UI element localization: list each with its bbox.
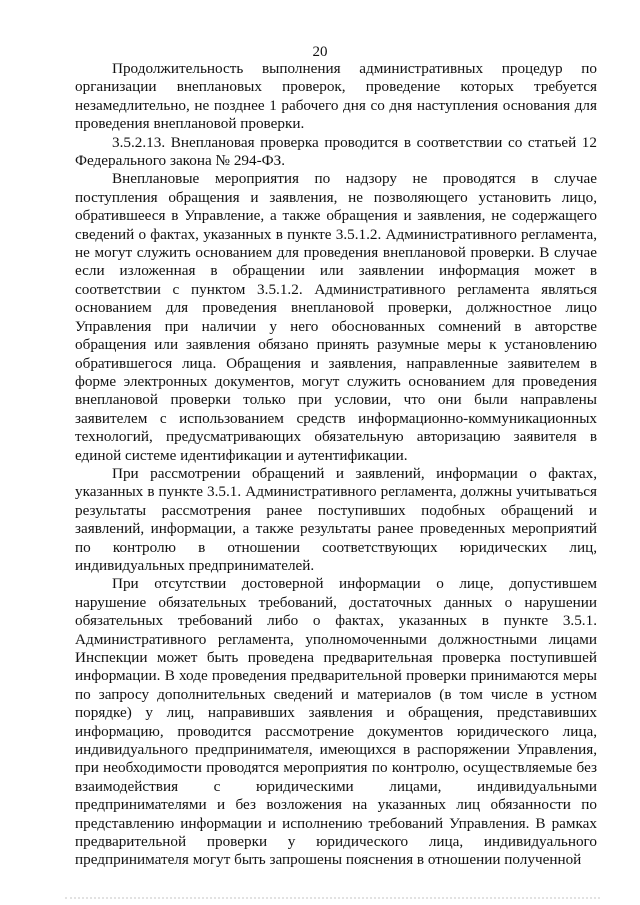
paragraph-consideration-of-appeals: При рассмотрении обращений и заявлений, информации о фактах, указанных в пункте 3.5.1. Административного регламента, должны учитываться результаты рассмотрения ранее поступивших подобных обращений и заявлений, информации, а также результаты ранее проведенных мероприятий по контролю в отношении соответствующих юридических лиц, индивидуальных предпринимателей. [75, 464, 597, 574]
bleed-through-artifact [65, 897, 600, 905]
page-number: 20 [312, 44, 328, 60]
paragraph-preliminary-check: При отсутствии достоверной информации о лице, допустившем нарушение обязательных требований, достаточных данных о нарушении обязательных требований либо о фактах, указанных в пункте 3.5.1. Административного регламента, уполномоченными должностными лицами Инспекции может быть проведена предварительная проверка поступившей информации. В ходе проведения предварительной проверки принимаются меры по запросу дополнительных сведений и материалов (в том числе в устном порядке) у лиц, направивших заявления и обращения, представивших информацию, проводится рассмотрение документов юридического лица, индивидуального предпринимателя, имеющихся в распоряжении Управления, при необходимости проводятся мероприятия по контролю, осуществляемые без взаимодействия с юридическими лицами, индивидуальными предпринимателями и без возложения на указанных лиц обязанности по представлению информации и исполнению требований Управления. В рамках предварительной проверки у юридического лица, индивидуального предпринимателя могут быть запрошены пояснения в отношении полученной [75, 575, 597, 869]
paragraph-duration-procedures: Продолжительность выполнения административных процедур по организации внеплановых проверок, проведение которых требуется незамедлительно, не позднее 1 рабочего дня со дня наступления основания для проведения внеплановой проверки. [75, 60, 597, 133]
document-body [75, 60, 597, 870]
paragraph-3-5-2-13: 3.5.2.13. Внеплановая проверка проводится в соответствии со статьей 12 Федерального закона № 294-ФЗ. [75, 133, 597, 170]
paragraph-unscheduled-measures: Внеплановые мероприятия по надзору не проводятся в случае поступления обращения и заявления, не позволяющего установить лицо, обратившееся в Управление, а также обращения и заявления, не содержащего сведений о фактах, указанных в пункте 3.5.1.2. Административного регламента, не могут служить основанием для проведения внеплановой проверки. В случае если изложенная в обращении или заявлении информация может в соответствии с пунктом 3.5.1.2. Административного регламента являться основанием для проведения внеплановой проверки, должностное лицо Управления при наличии у него обоснованных сомнений в авторстве обращения или заявления обязано принять разумные меры к установлению обратившегося лица. Обращения и заявления, направленные заявителем в форме электронных документов, могут служить основанием для проведения внеплановой проверки только при условии, что они были направлены заявителем с использованием средств информационно-коммуникационных технологий, предусматривающих обязательную авторизацию заявителя в единой системе идентификации и аутентификации. [75, 170, 597, 464]
